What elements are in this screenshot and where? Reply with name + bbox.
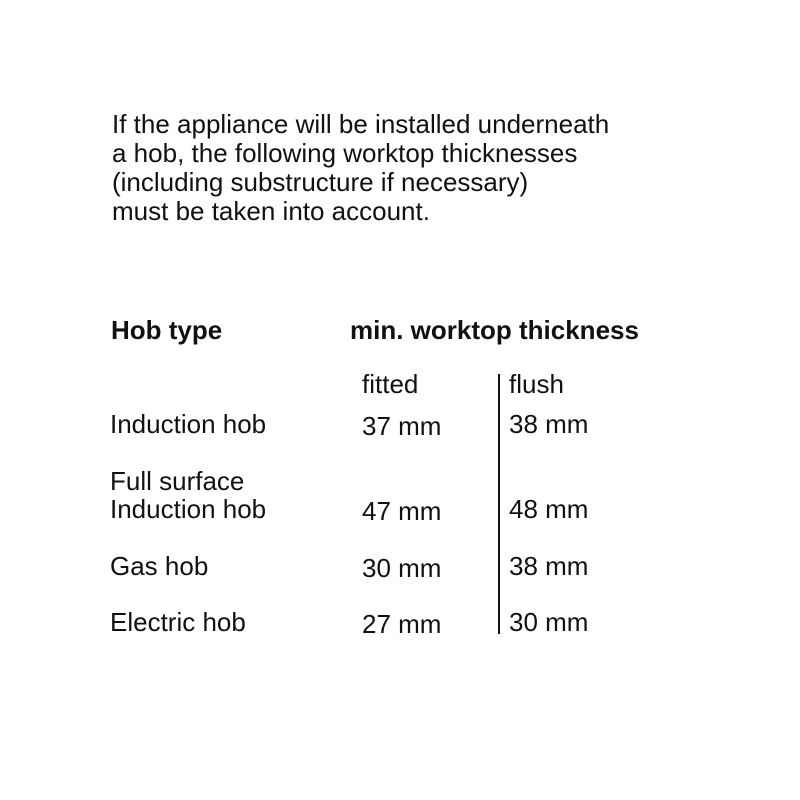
column-divider — [498, 374, 500, 634]
subheader-fitted: fitted — [362, 369, 419, 399]
row-full-surface-fitted: 47 mm — [362, 496, 442, 526]
intro-line: must be taken into account. — [112, 196, 430, 226]
row-induction-fitted: 37 mm — [362, 411, 442, 441]
row-induction-flush: 38 mm — [509, 409, 589, 439]
row-full-surface-flush: 48 mm — [509, 494, 589, 524]
row-induction-type: Induction hob — [110, 409, 267, 439]
row-electric-flush: 30 mm — [509, 607, 589, 637]
intro-paragraph — [112, 110, 732, 226]
row-full-surface-type-line1: Full surface — [110, 466, 245, 496]
row-gas-type: Gas hob — [110, 551, 209, 581]
row-electric-type: Electric hob — [110, 607, 246, 637]
subheader-flush: flush — [509, 369, 564, 399]
header-min-thickness: min. worktop thickness — [350, 315, 639, 345]
intro-line: a hob, the following worktop thicknesses — [112, 138, 578, 168]
row-gas-fitted: 30 mm — [362, 553, 442, 583]
intro-line: If the appliance will be installed underneath — [112, 109, 610, 139]
header-hob-type: Hob type — [111, 315, 223, 345]
row-electric-fitted: 27 mm — [362, 609, 442, 639]
row-gas-flush: 38 mm — [509, 551, 589, 581]
row-full-surface-type-line2: Induction hob — [110, 494, 267, 524]
intro-line: (including substructure if necessary) — [112, 167, 529, 197]
